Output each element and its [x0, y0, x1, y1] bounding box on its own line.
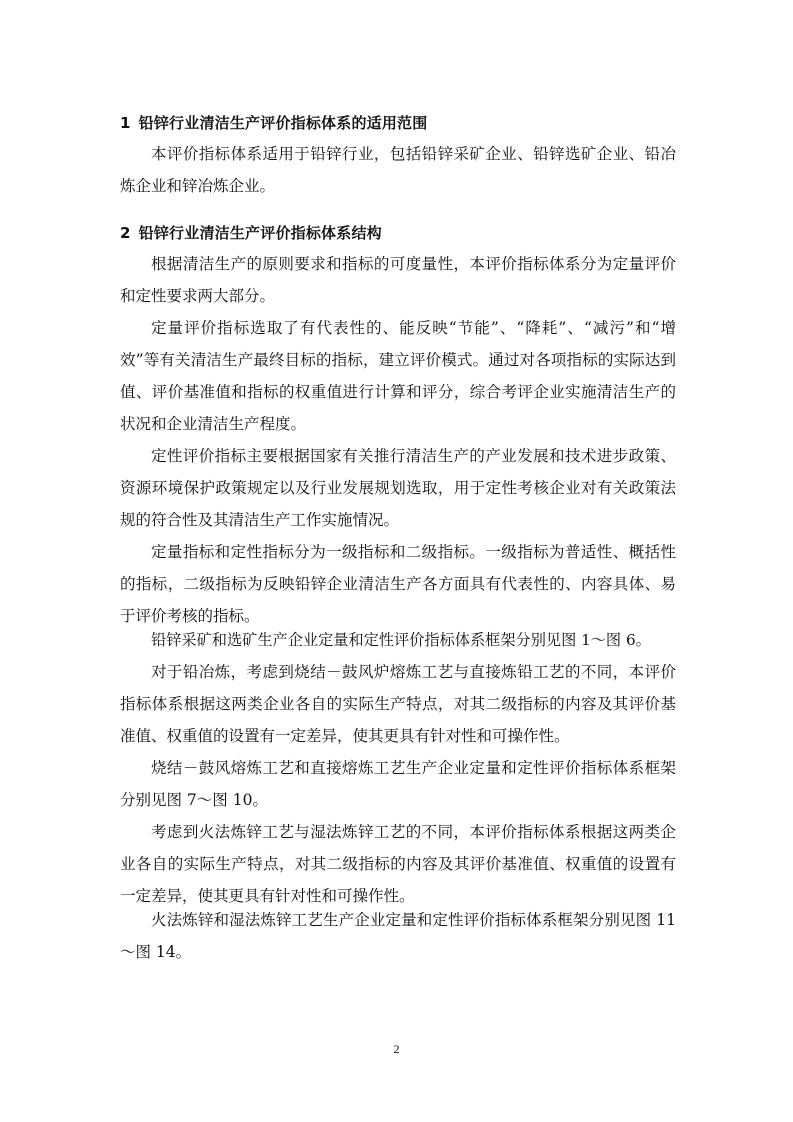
section-2-paragraph-2: 定量评价指标选取了有代表性的、能反映“节能”、“降耗”、“减污”和“增效”等有关清洁生产最终目标的指标，建立评价模式。通过对各项指标的实际达到值、评价基准值和指标的权重值进行计算和评分，综合考评企业实施清洁生产的状况和企业清洁生产程度。 [120, 319, 676, 433]
page-number: 2 [393, 1042, 400, 1056]
section-2-paragraph-8: 考虑到火法炼锌工艺与湿法炼锌工艺的不同，本评价指标体系根据这两类企业各自的实际生产特点，对其二级指标的内容及其评价基准值、权重值的设置有一定差异，使其更具有针对性和可操作性。 [120, 823, 676, 905]
section-number: 2 [120, 224, 131, 242]
section-2-paragraph-1: 根据清洁生产的原则要求和指标的可度量性，本评价指标体系分为定量评价和定性要求两大部分。 [120, 255, 676, 305]
section-2-paragraph-3: 定性评价指标主要根据国家有关推行清洁生产的产业发展和技术进步政策、资源环境保护政策规定以及行业发展规划选取，用于定性考核企业对有关政策法规的符合性及其清洁生产工作实施情况。 [120, 447, 676, 529]
section-2-paragraph-6: 对于铅冶炼，考虑到烧结－鼓风炉熔炼工艺与直接炼铅工艺的不同，本评价指标体系根据这两类企业各自的实际生产特点，对其二级指标的内容及其评价基准值、权重值的设置有一定差异，使其更具有针对性和可操作性。 [120, 663, 676, 745]
section-2-paragraph-5: 铅锌采矿和选矿生产企业定量和定性评价指标体系框架分别见图 1～图 6。 [151, 631, 651, 649]
section-1-heading [120, 113, 427, 133]
section-1-paragraph-1: 本评价指标体系适用于铅锌行业，包括铅锌采矿企业、铅锌选矿企业、铅冶炼企业和锌冶炼企业。 [120, 145, 676, 195]
section-title: 铅锌行业清洁生产评价指标体系的适用范围 [138, 114, 428, 132]
section-title: 铅锌行业清洁生产评价指标体系结构 [138, 224, 382, 242]
section-number: 1 [120, 114, 131, 132]
section-2-paragraph-9: 火法炼锌和湿法炼锌工艺生产企业定量和定性评价指标体系框架分别见图 11～图 14。 [120, 911, 676, 961]
section-2-heading [120, 223, 382, 243]
section-2-paragraph-7: 烧结－鼓风熔炼工艺和直接熔炼工艺生产企业定量和定性评价指标体系框架分别见图 7～图 10。 [120, 759, 676, 809]
section-2-paragraph-4: 定量指标和定性指标分为一级指标和二级指标。一级指标为普适性、概括性的指标，二级指标为反映铅锌企业清洁生产各方面具有代表性的、内容具体、易于评价考核的指标。 [120, 543, 676, 625]
